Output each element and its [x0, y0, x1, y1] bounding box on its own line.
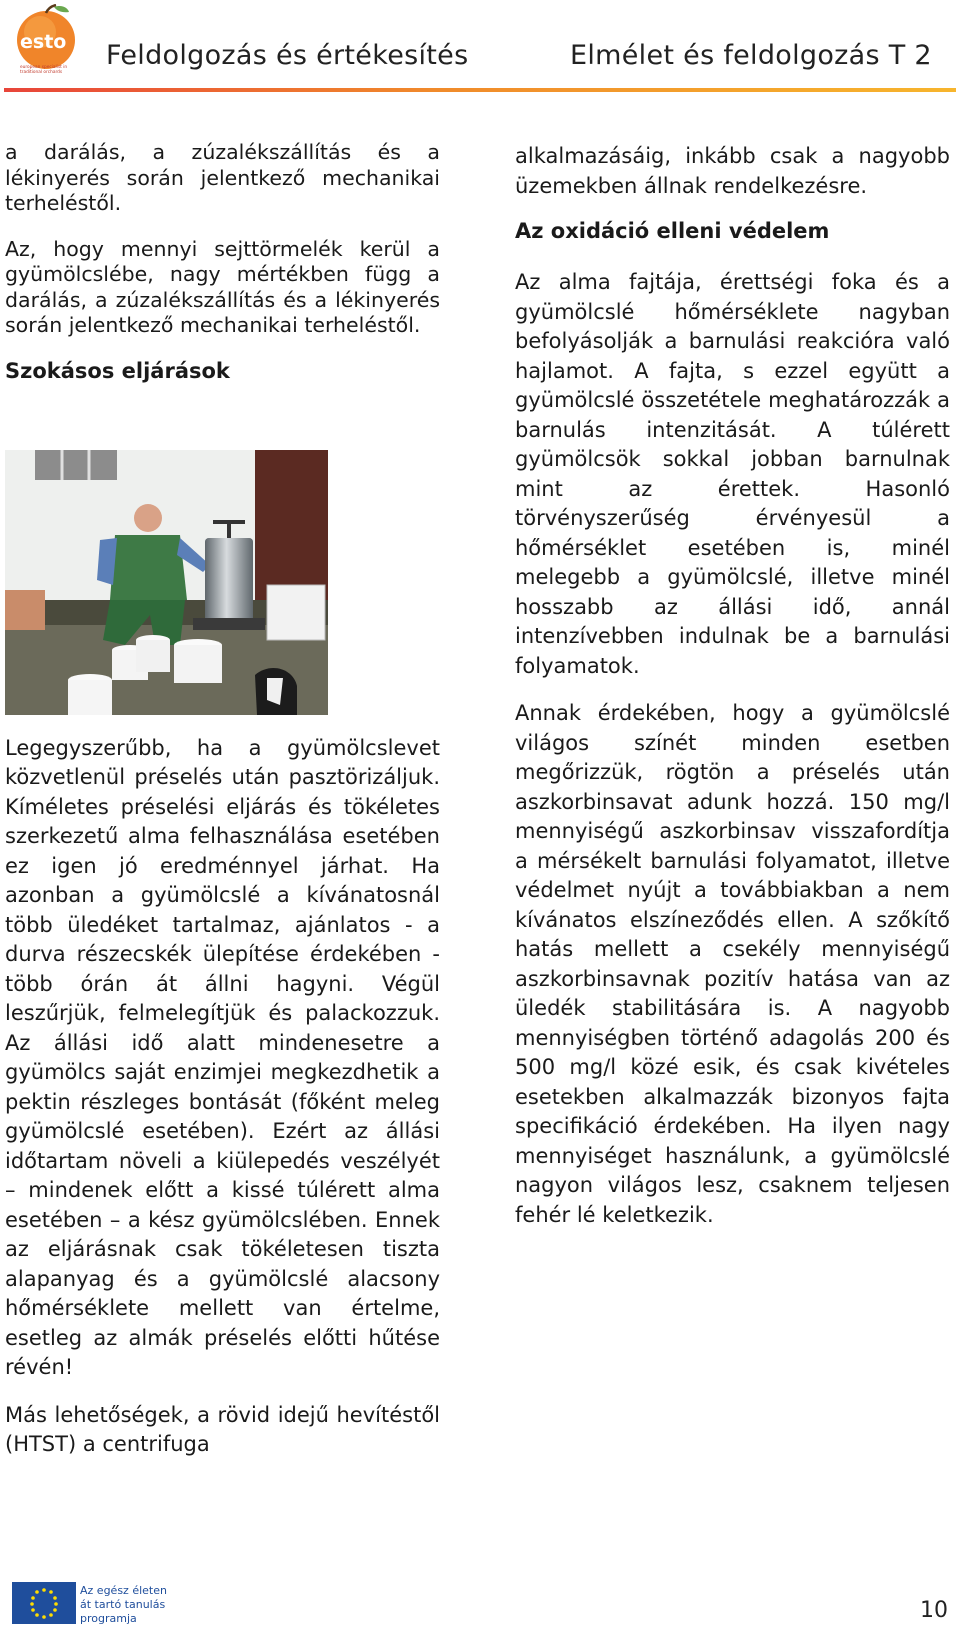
section-heading-oxidation: Az oxidáció elleni védelem [515, 219, 830, 243]
header-divider [4, 88, 956, 92]
eu-text-line-3: programja [80, 1612, 137, 1625]
right-paragraph-2: Az alma fajtája, érettségi foka és a gyümölcslé hőmérséklete nagyban befolyásolják a barnulási reakcióra való hajlamot. A fajta, s ezzel együtt a gyümölcslé összetétele meghatározzák a barnulás intenzitását. A túlérett gyümölcsök sokkal jobban barnulnak mint az érettek. Hasonló törvényszerűség érvényesül a hőmérséklet esetében is, minél melegebb a gyümölcslé, illetve minél hosszabb az állási idő, annál intenzívebben indulnak be a barnulási folyamatok. [515, 270, 950, 678]
header-right-title: Elmélet és feldolgozás T 2 [570, 40, 932, 71]
svg-text:european specialist in: european specialist in [20, 65, 68, 70]
right-paragraph-1: alkalmazásáig, inkább csak a nagyobb üzemekben állnak rendelkezésre. [515, 144, 950, 198]
cider-press-photo [5, 450, 328, 715]
esto-logo [14, 4, 84, 78]
section-heading-usual-methods: Szokásos eljárások [5, 358, 230, 383]
eu-text-line-1: Az egész életen [80, 1584, 167, 1597]
left-paragraph-1: a darálás, a zúzalékszállítás és a lékinyerés során jelentkező mechanikai terheléstől. [5, 140, 440, 215]
right-paragraph-3: Annak érdekében, hogy a gyümölcslé világos színét minden esetben megőrizzük, rögtön a préselés után aszkorbinsavat adunk hozzá. 150 mg/l mennyiségű aszkorbinsav visszafordítja a mérsékelt barnulási folyamatot, illetve védelmet nyújt a továbbiakban a nem kívánatos elszíneződés ellen. A szőkítő hatás mellett a csekély mennyiségű aszkorbinsavnak pozitív hatása van az üledék stabilitására is. A nagyobb mennyiségben történő adagolás 200 és 500 mg/l közé esik, és csak kivételes esetekben alkalmazzák bizonyos fajta specifikáció érdekében. Ha ilyen nagy mennyiséget használunk, a gyümölcslé nagyon világos lesz, csaknem teljesen fehér lé keletkezik. [515, 701, 950, 1227]
left-paragraph-2: Az, hogy mennyi sejttörmelék kerül a gyümölcslébe, nagy mértékben függ a darálás, a zúzalékszállítás és a lékinyerés során jelentkező mechanikai terheléstől. [5, 236, 440, 337]
eu-lifelong-learning-logo [12, 1580, 192, 1626]
svg-text:esto: esto [20, 31, 67, 53]
page-number: 10 [920, 1598, 948, 1623]
left-paragraph-4: Más lehetőségek, a rövid idejű hevítéstől (HTST) a centrifuga [5, 1402, 440, 1456]
right-column [515, 142, 950, 1230]
svg-text:traditional orchards: traditional orchards [20, 70, 63, 75]
header-left-title: Feldolgozás és értékesítés [106, 40, 469, 71]
eu-text-line-2: át tartó tanulás [80, 1598, 166, 1611]
left-column [5, 140, 440, 1460]
page-header [0, 0, 960, 95]
left-paragraph-3: Legegyszerűbb, ha a gyümölcslevet közvetlenül préselés után pasztörizáljuk. Kíméletes préselési eljárás és tökéletes szerkezetű alma felhasználása esetében ez igen jó eredménnyel járhat. Ha azonban a gyümölcslé a kívánatosnál több üledéket tartalmaz, ajánlatos - a durva részecskék ülepítése érdekében - több órán át állni hagyni. Végül leszűrjük, felmelegítjük és palackozzuk. Az állási idő alatt mindenesetre a gyümölcs saját enzimjei megkezdhetik a pektin részleges bontását (főként meleg gyümölcslé esetében). Ezért az állási időtartam növeli a kiülepedés veszélyét – mindenek előtt a kissé túlérett alma esetében – a kész gyümölcslében. Ennek az eljárásnak csak tökéletesen tiszta alapanyag és a gyümölcslé alacsony hőmérséklete mellett van értelme, esetleg az almák préselés előtti hűtése révén! [5, 735, 440, 1379]
